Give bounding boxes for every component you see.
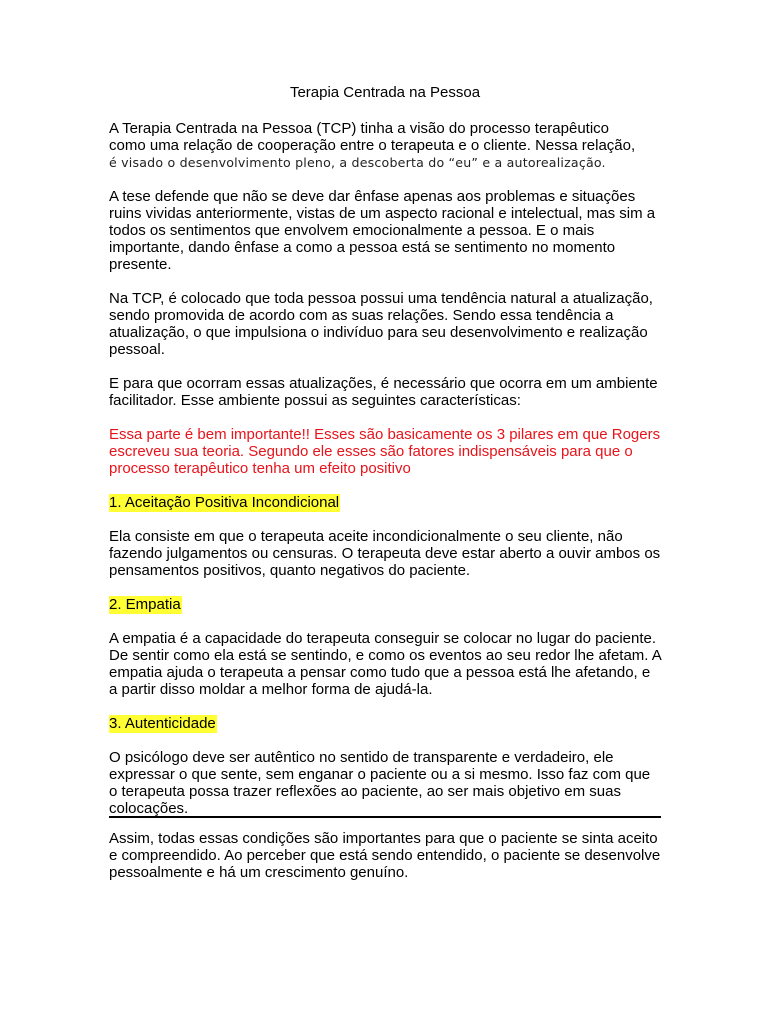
intro-line-3: é visado o desenvolvimento pleno, a descoberta do “eu” e a autorealização. — [109, 155, 606, 170]
tcp-paragraph: Na TCP, é colocado que toda pessoa possui uma tendência natural a atualização, sendo promovida de acordo com as suas relações. Sendo essa tendência a atualização, o que impulsiona o indivíduo para seu desenvolvimento e realização pessoal. — [109, 290, 653, 358]
pillar-1-heading — [109, 494, 661, 511]
pillar-1-heading-text: 1. Aceitação Positiva Incondicional — [109, 494, 340, 511]
important-note: Essa parte é bem importante!! Esses são basicamente os 3 pilares em que Rogers escreveu sua teoria. Segundo ele esses são fatores indispensáveis para que o processo terapêutico tenha um efeito positivo — [109, 426, 661, 477]
tese-paragraph: A tese defende que não se deve dar ênfase apenas aos problemas e situações ruins vividas anteriormente, vistas de um aspecto racional e intelectual, mas sim a todos os sentimentos que envolvem emocionalmente a pessoa. E o mais importante, dando ênfase a como a pessoa está se sentimento no momento presente. — [109, 188, 656, 273]
pillar-2-heading-text: 2. Empatia — [109, 596, 181, 613]
pillar-2-heading — [109, 596, 661, 613]
pillar-3-heading — [109, 715, 661, 732]
document-title: Terapia Centrada na Pessoa — [289, 84, 481, 101]
intro-line-2: como uma relação de cooperação entre o terapeuta e o cliente. Nessa relação, — [109, 137, 636, 154]
pillar-2-body: A empatia é a capacidade do terapeuta conseguir se colocar no lugar do paciente. De sentir como ela está se sentindo, e como os eventos ao seu redor lhe afetam. A empatia ajuda o terapeuta a pensar como tudo que a pessoa está lhe afetando, e a partir disso moldar a melhor forma de ajudá-la. — [109, 630, 661, 698]
pillar-1-body: Ela consiste em que o terapeuta aceite incondicionalmente o seu cliente, não fazendo julgamentos ou censuras. O terapeuta deve estar aberto a ouvir ambos os pensamentos positivos, quanto negativos do paciente. — [109, 528, 661, 579]
section-divider — [109, 816, 661, 818]
ambiente-paragraph: E para que ocorram essas atualizações, é necessário que ocorra em um ambiente facilitador. Esse ambiente possui as seguintes características: — [109, 375, 658, 409]
intro-paragraph — [109, 120, 661, 171]
intro-line-1: A Terapia Centrada na Pessoa (TCP) tinha a visão do processo terapêutico — [109, 120, 610, 137]
pillar-3-heading-text: 3. Autenticidade — [109, 715, 216, 732]
pillar-3-body: O psicólogo deve ser autêntico no sentido de transparente e verdadeiro, ele expressar o que sente, sem enganar o paciente ou a si mesmo. Isso faz com que o terapeuta possa trazer reflexões ao paciente, ao ser mais objetivo em suas colocações. — [109, 749, 651, 817]
document-page — [109, 84, 661, 881]
conclusion-paragraph: Assim, todas essas condições são importantes para que o paciente se sinta aceito e compreendido. Ao perceber que está sendo entendido, o paciente se desenvolve pessoalmente e há um crescimento genuíno. — [109, 830, 661, 881]
